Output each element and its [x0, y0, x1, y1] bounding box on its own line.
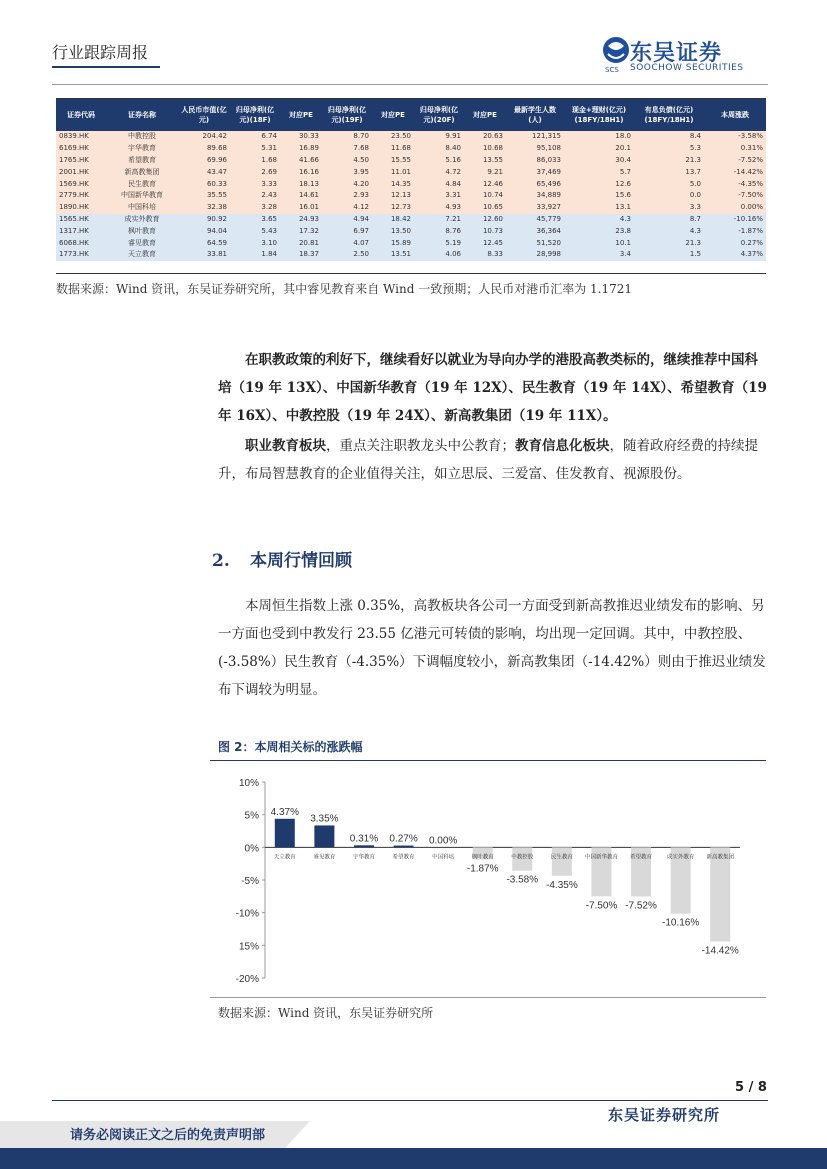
value-label: 3.35% — [310, 813, 339, 825]
table-cell: 6.97 — [322, 225, 372, 237]
table-header-row — [56, 99, 766, 131]
table-cell: 33,927 — [506, 202, 564, 214]
table-cell: 4.37% — [704, 249, 766, 261]
sector-vocational-label: 职业教育板块 — [245, 438, 326, 454]
table-row — [56, 155, 766, 167]
table-cell: 13.7 — [634, 166, 704, 178]
table-header-cell: 证券名称 — [106, 99, 178, 131]
table-cell: 2001.HK — [56, 166, 106, 178]
table-cell: 2.93 — [322, 190, 372, 202]
figure-rule-bottom — [210, 997, 766, 998]
table-cell: 4.12 — [322, 202, 372, 214]
bar — [354, 845, 374, 847]
table-cell: 33.81 — [178, 249, 230, 261]
table-cell: 13.51 — [372, 249, 414, 261]
table-cell: 0.0 — [634, 190, 704, 202]
value-label: -3.58% — [506, 874, 539, 886]
category-label: 天立教育 — [273, 854, 296, 861]
table-cell: 5.19 — [414, 237, 464, 249]
table-header-cell: 归母净利(亿元)(18F) — [230, 99, 280, 131]
table-cell: 28,998 — [506, 249, 564, 261]
table-header-cell: 对应PE — [372, 99, 414, 131]
value-label: -10.16% — [662, 917, 700, 929]
table-cell: 1890.HK — [56, 202, 106, 214]
table-row — [56, 131, 766, 143]
y-tick-label: 10% — [238, 778, 259, 789]
table-cell: 20.81 — [280, 237, 322, 249]
table-cell: 64.59 — [178, 237, 230, 249]
table-cell: 20.1 — [564, 143, 634, 155]
table-cell: 21.3 — [634, 155, 704, 167]
table-row — [56, 249, 766, 261]
table-cell: 4.3 — [564, 214, 634, 226]
header-title: 行业跟踪周报 — [52, 43, 149, 62]
logo-chinese: 东吴证券 — [630, 41, 723, 66]
category-label: 宇华教育 — [352, 854, 375, 861]
table-cell: -14.42% — [704, 166, 766, 178]
table-cell: 3.65 — [230, 214, 280, 226]
y-tick-label: 5% — [244, 810, 259, 822]
table-cell: 45,779 — [506, 214, 564, 226]
table-cell: 新高教集团 — [106, 166, 178, 178]
value-label: -14.42% — [701, 945, 739, 957]
table-cell: 4.20 — [322, 178, 372, 190]
table-cell: 4.06 — [414, 249, 464, 261]
sector-it-text: ，随着政府经费的持续提升，布局智慧教育的企业值得关注，如立思辰、三爱富、佳发教育、视源股份。 — [218, 438, 758, 482]
table-cell: 7.68 — [322, 143, 372, 155]
table-cell: 3.95 — [322, 166, 372, 178]
table-cell: 希望教育 — [106, 155, 178, 167]
sector-it-label: 教育信息化板块 — [515, 438, 610, 454]
table-cell: 86,033 — [506, 155, 564, 167]
table-row — [56, 214, 766, 226]
table-cell: 6.74 — [230, 131, 280, 143]
table-cell: 宇华教育 — [106, 143, 178, 155]
category-label: 希望教育 — [392, 854, 415, 861]
section-title: 本周行情回顾 — [250, 551, 352, 571]
table-cell: 0.00% — [704, 202, 766, 214]
table-cell: 2.69 — [230, 166, 280, 178]
recommendation-paragraph: 在职教政策的利好下，继续看好以就业为导向办学的港股高教类标的，继续推荐中国科培（19 年 13X）、中国新华教育（19 年 12X）、民生教育（19 年 14X）、希望教育（19 年 16X）、中教控股（19 年 24X）、新高教集团（19 年 11X）。 — [218, 352, 767, 424]
table-cell: 43.47 — [178, 166, 230, 178]
table-cell: -10.16% — [704, 214, 766, 226]
table-cell: 中教控股 — [106, 131, 178, 143]
value-label: -1.87% — [466, 863, 499, 875]
table-cell: 4.3 — [634, 225, 704, 237]
table-cell: 37,469 — [506, 166, 564, 178]
table-row — [56, 178, 766, 190]
table-cell: 17.32 — [280, 225, 322, 237]
table-cell: 9.21 — [464, 166, 506, 178]
category-label: 新高教集团 — [706, 854, 734, 861]
figure-rule-top — [210, 760, 766, 761]
y-tick-label: -20% — [235, 974, 259, 985]
table-cell: -4.35% — [704, 178, 766, 190]
table-cell: 5.31 — [230, 143, 280, 155]
table-cell: 4.84 — [414, 178, 464, 190]
category-label: 成实外教育 — [666, 854, 695, 861]
value-label: -7.50% — [585, 900, 618, 912]
value-label: -4.35% — [546, 879, 578, 891]
table-cell: -1.87% — [704, 225, 766, 237]
table-row — [56, 143, 766, 155]
sector-paragraph — [218, 432, 770, 488]
table-cell: 2779.HK — [56, 190, 106, 202]
sector-vocational-text: ，重点关注职教龙头中公教育； — [326, 438, 515, 454]
table-cell: 18.42 — [372, 214, 414, 226]
table-body — [56, 131, 766, 261]
table-cell: 20.63 — [464, 131, 506, 143]
table-cell: 121,315 — [506, 131, 564, 143]
table-cell: 8.70 — [322, 131, 372, 143]
table-cell: -3.58% — [704, 131, 766, 143]
table-cell: 10.73 — [464, 225, 506, 237]
figure-source-note: 数据来源：Wind 资讯，东吴证券研究所 — [218, 1006, 434, 1020]
table-cell: 5.16 — [414, 155, 464, 167]
table-row — [56, 225, 766, 237]
table-cell: 10.68 — [464, 143, 506, 155]
table-cell: 204.42 — [178, 131, 230, 143]
header-underline — [52, 66, 160, 68]
table-cell: 24.93 — [280, 214, 322, 226]
market-review-paragraph: 本周恒生指数上涨 0.35%，高教板块各公司一方面受到新高教推迟业绩发布的影响、另一方面也受到中教发行 23.55 亿港元可转债的影响，均出现一定回调。其中，中教控股、(-3.58%）民生教育（-4.35%）下调幅度较小，新高教集团（-14.42%）则由于推迟业绩发布下调较为明显。 — [218, 598, 766, 698]
table-cell: 12.45 — [464, 237, 506, 249]
footer-disclaimer-notice: 请务必阅读正文之后的免责声明部 — [70, 1128, 266, 1143]
table-cell: 30.33 — [280, 131, 322, 143]
table-cell: 1569.HK — [56, 178, 106, 190]
footer-bar — [0, 1148, 827, 1169]
section-heading — [212, 546, 352, 571]
table-cell: 睿见教育 — [106, 237, 178, 249]
table-cell: 1.68 — [230, 155, 280, 167]
table-cell: 0.31% — [704, 143, 766, 155]
table-cell: 10.1 — [564, 237, 634, 249]
table-cell: 中国新华教育 — [106, 190, 178, 202]
category-label: 民生教育 — [550, 854, 573, 861]
table-cell: 3.10 — [230, 237, 280, 249]
table-source-note: 数据来源：Wind 资讯，东吴证券研究所，其中睿见教育来自 Wind 一致预期；人民币对港币汇率为 1.1721 — [56, 282, 632, 296]
table-cell: 90.92 — [178, 214, 230, 226]
table-cell: -7.52% — [704, 155, 766, 167]
table-cell: 18.0 — [564, 131, 634, 143]
valuation-table — [56, 98, 766, 274]
table-cell: 4.93 — [414, 202, 464, 214]
category-label: 中教控股 — [511, 854, 534, 861]
figure-title: 图 2：本周相关标的涨跌幅 — [218, 740, 363, 754]
table-cell: 7.21 — [414, 214, 464, 226]
table-cell: 21.3 — [634, 237, 704, 249]
logo-english: SOOCHOW SECURITIES — [630, 63, 744, 73]
value-label: 0.27% — [389, 833, 418, 845]
y-tick-label: 0% — [244, 843, 259, 855]
table-cell: 1.84 — [230, 249, 280, 261]
table-cell: 18.13 — [280, 178, 322, 190]
y-tick-label: 15% — [238, 941, 259, 953]
value-label: 0.00% — [428, 835, 458, 847]
table-cell: 14.61 — [280, 190, 322, 202]
table-cell: 51,520 — [506, 237, 564, 249]
table-cell: 18.37 — [280, 249, 322, 261]
table-cell: 8.7 — [634, 214, 704, 226]
table-row — [56, 237, 766, 249]
logo-mark-icon — [603, 37, 629, 63]
table-cell: 89.68 — [178, 143, 230, 155]
footer-rule — [52, 1100, 768, 1101]
y-tick-label: -5% — [241, 876, 259, 887]
bar — [275, 819, 295, 848]
table-cell: 12.46 — [464, 178, 506, 190]
table-cell: 2.43 — [230, 190, 280, 202]
table-cell: 6068.HK — [56, 237, 106, 249]
table-cell: 13.50 — [372, 225, 414, 237]
table-cell: 16.16 — [280, 166, 322, 178]
table-cell: 5.43 — [230, 225, 280, 237]
table-cell: 16.89 — [280, 143, 322, 155]
table-cell: 2.50 — [322, 249, 372, 261]
table-row — [56, 166, 766, 178]
table-cell: 0839.HK — [56, 131, 106, 143]
table-cell: 4.07 — [322, 237, 372, 249]
table-cell: 13.55 — [464, 155, 506, 167]
table-cell: 12.60 — [464, 214, 506, 226]
value-label: -7.52% — [625, 900, 657, 912]
table-header-cell: 现金+理财(亿元)(18FY/18H1) — [564, 99, 634, 131]
table-cell: 中国科培 — [106, 202, 178, 214]
table-header-cell: 证券代码 — [56, 99, 106, 131]
table-row — [56, 202, 766, 214]
table-cell: 16.01 — [280, 202, 322, 214]
table-cell: 3.33 — [230, 178, 280, 190]
table-cell: 23.8 — [564, 225, 634, 237]
table-row — [56, 190, 766, 202]
table-cell: 30.4 — [564, 155, 634, 167]
table-cell: 12.73 — [372, 202, 414, 214]
returns-bar-chart — [210, 766, 766, 992]
table-cell: 12.13 — [372, 190, 414, 202]
table-cell: 天立教育 — [106, 249, 178, 261]
logo-mark-text: SCS — [605, 66, 619, 74]
table-cell: 1765.HK — [56, 155, 106, 167]
bar — [710, 847, 730, 941]
table-cell: 8.4 — [634, 131, 704, 143]
category-label: 希望教育 — [630, 854, 653, 861]
table-cell: 10.65 — [464, 202, 506, 214]
table-cell: 1773.HK — [56, 249, 106, 261]
table-cell: 4.94 — [322, 214, 372, 226]
category-label: 中国科培 — [432, 854, 455, 861]
table-cell: 34,889 — [506, 190, 564, 202]
table-cell: 1317.HK — [56, 225, 106, 237]
table-cell: 41.66 — [280, 155, 322, 167]
table-cell: 6169.HK — [56, 143, 106, 155]
table-cell: 5.3 — [634, 143, 704, 155]
table-header-cell: 对应PE — [280, 99, 322, 131]
table-cell: 3.3 — [634, 202, 704, 214]
table-header-cell: 对应PE — [464, 99, 506, 131]
table-header-cell: 归母净利(亿元)(19F) — [322, 99, 372, 131]
table-cell: 4.72 — [414, 166, 464, 178]
table-cell: 23.50 — [372, 131, 414, 143]
category-label: 中国新华教育 — [584, 854, 618, 861]
table-cell: 5.7 — [564, 166, 634, 178]
bar — [314, 825, 334, 847]
table-cell: 12.6 — [564, 178, 634, 190]
table-cell: 15.6 — [564, 190, 634, 202]
value-label: 0.31% — [349, 833, 379, 845]
table-cell: 32.38 — [178, 202, 230, 214]
table-cell: 8.40 — [414, 143, 464, 155]
table-cell: 0.27% — [704, 237, 766, 249]
category-label: 枫叶教育 — [471, 854, 494, 861]
table-cell: 3.31 — [414, 190, 464, 202]
table-cell: 1565.HK — [56, 214, 106, 226]
table-header-cell: 人民币市值(亿元) — [178, 99, 230, 131]
page-number: 5 / 8 — [735, 1080, 767, 1095]
table-cell: 1.5 — [634, 249, 704, 261]
table-cell: 13.1 — [564, 202, 634, 214]
bar — [394, 846, 414, 848]
table-cell: 95,108 — [506, 143, 564, 155]
table-cell: 15.89 — [372, 237, 414, 249]
table-cell: 35.55 — [178, 190, 230, 202]
table-header-cell: 本周涨跌 — [704, 99, 766, 131]
table-cell: 成实外教育 — [106, 214, 178, 226]
table-cell: 3.28 — [230, 202, 280, 214]
table-cell: 3.4 — [564, 249, 634, 261]
table-header-cell: 归母净利(亿元)(20F) — [414, 99, 464, 131]
table-cell: 60.33 — [178, 178, 230, 190]
table-cell: 14.35 — [372, 178, 414, 190]
table-cell: 94.04 — [178, 225, 230, 237]
category-label: 睿见教育 — [313, 854, 336, 861]
table-cell: 5.0 — [634, 178, 704, 190]
table-cell: 4.50 — [322, 155, 372, 167]
table-header-cell: 有息负债(亿元)(18FY/18H1) — [634, 99, 704, 131]
bar — [552, 847, 572, 875]
table-cell: 11.68 — [372, 143, 414, 155]
table-header-cell: 最新学生人数(人) — [506, 99, 564, 131]
table-cell: 民生教育 — [106, 178, 178, 190]
y-tick-label: -10% — [235, 908, 259, 920]
table-cell: -7.50% — [704, 190, 766, 202]
footer-org: 东吴证券研究所 — [608, 1106, 721, 1124]
table-cell: 10.74 — [464, 190, 506, 202]
table-cell: 8.33 — [464, 249, 506, 261]
table-cell: 15.55 — [372, 155, 414, 167]
header-rule — [52, 84, 768, 85]
section-number: 2. — [212, 551, 230, 571]
table-cell: 9.91 — [414, 131, 464, 143]
value-label: 4.37% — [270, 806, 299, 818]
table-cell: 36,364 — [506, 225, 564, 237]
table-cell: 11.01 — [372, 166, 414, 178]
table-cell: 8.76 — [414, 225, 464, 237]
table-cell: 69.96 — [178, 155, 230, 167]
table-cell: 枫叶教育 — [106, 225, 178, 237]
table-cell: 65,496 — [506, 178, 564, 190]
